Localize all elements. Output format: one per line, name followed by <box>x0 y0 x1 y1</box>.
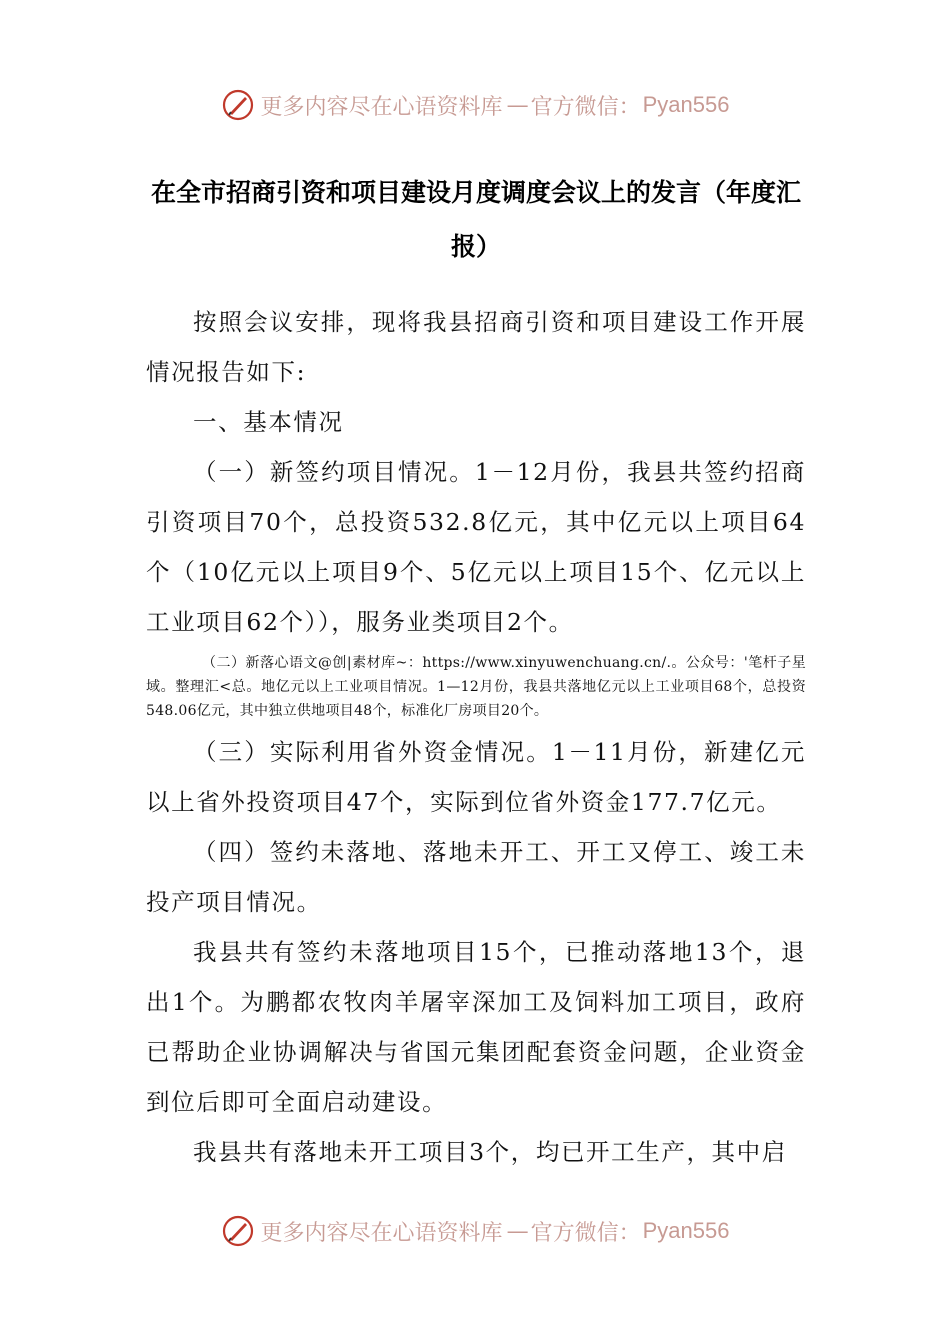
paragraph-landed-projects: （二）新落心语文@创|素材库~：https://www.xinyuwenchuang.cn/.。公众号：'笔杆子星域。整理汇<总。地亿元以上工业项目情况。1—12月份，我县共落地亿元以上工业项目68个，总投资548.06亿元，其中独立供地项目48个，标准化厂房项目20个。 <box>146 655 806 719</box>
banner-site-text: 更多内容尽在心语资料库 <box>260 1220 503 1246</box>
paragraph-external-funds: （三）实际利用省外资金情况。1－11月份，新建亿元以上省外投资项目47个，实际到位省外资金177.7亿元。 <box>146 738 806 816</box>
section-heading: 一、基本情况 <box>193 408 344 436</box>
paragraph-new-signed: （一）新签约项目情况。1－12月份，我县共签约招商引资项目70个，总投资532.8亿元，其中亿元以上项目64个（10亿元以上项目9个、5亿元以上项目15个、亿元以上工业项目62个）），服务业类项目2个。 <box>146 458 806 636</box>
document-body <box>146 297 806 1177</box>
banner-site-text: 更多内容尽在心语资料库 <box>260 94 503 120</box>
document-title: 在全市招商引资和项目建设月度调度会议上的发言（年度汇报） <box>150 178 801 261</box>
quill-pen-logo-icon <box>221 88 255 122</box>
header-watermark-banner <box>0 85 950 125</box>
paragraph-not-started: 我县共有落地未开工项目3个，均已开工生产，其中启 <box>193 1138 787 1166</box>
intro-paragraph: 按照会议安排，现将我县招商引资和项目建设工作开展情况报告如下: <box>146 308 806 386</box>
quill-pen-logo-icon <box>221 1214 255 1248</box>
banner-handle: Pyan556 <box>642 1218 730 1243</box>
paragraph-unlanded: 我县共有签约未落地项目15个，已推动落地13个，退出1个。为鹏都农牧肉羊屠宰深加工及饲料加工项目，政府已帮助企业协调解决与省国元集团配套资金问题，企业资金到位后即可全面启动建设。 <box>146 938 806 1116</box>
footer-watermark-banner <box>0 1211 950 1251</box>
banner-handle: Pyan556 <box>642 92 730 117</box>
banner-separator: — <box>506 92 527 118</box>
banner-wechat-text: 官方微信： <box>530 94 641 120</box>
banner-wechat-text: 官方微信： <box>530 1220 641 1246</box>
paragraph-stalled-heading: （四）签约未落地、落地未开工、开工又停工、竣工未投产项目情况。 <box>146 838 806 916</box>
banner-separator: — <box>506 1218 527 1244</box>
